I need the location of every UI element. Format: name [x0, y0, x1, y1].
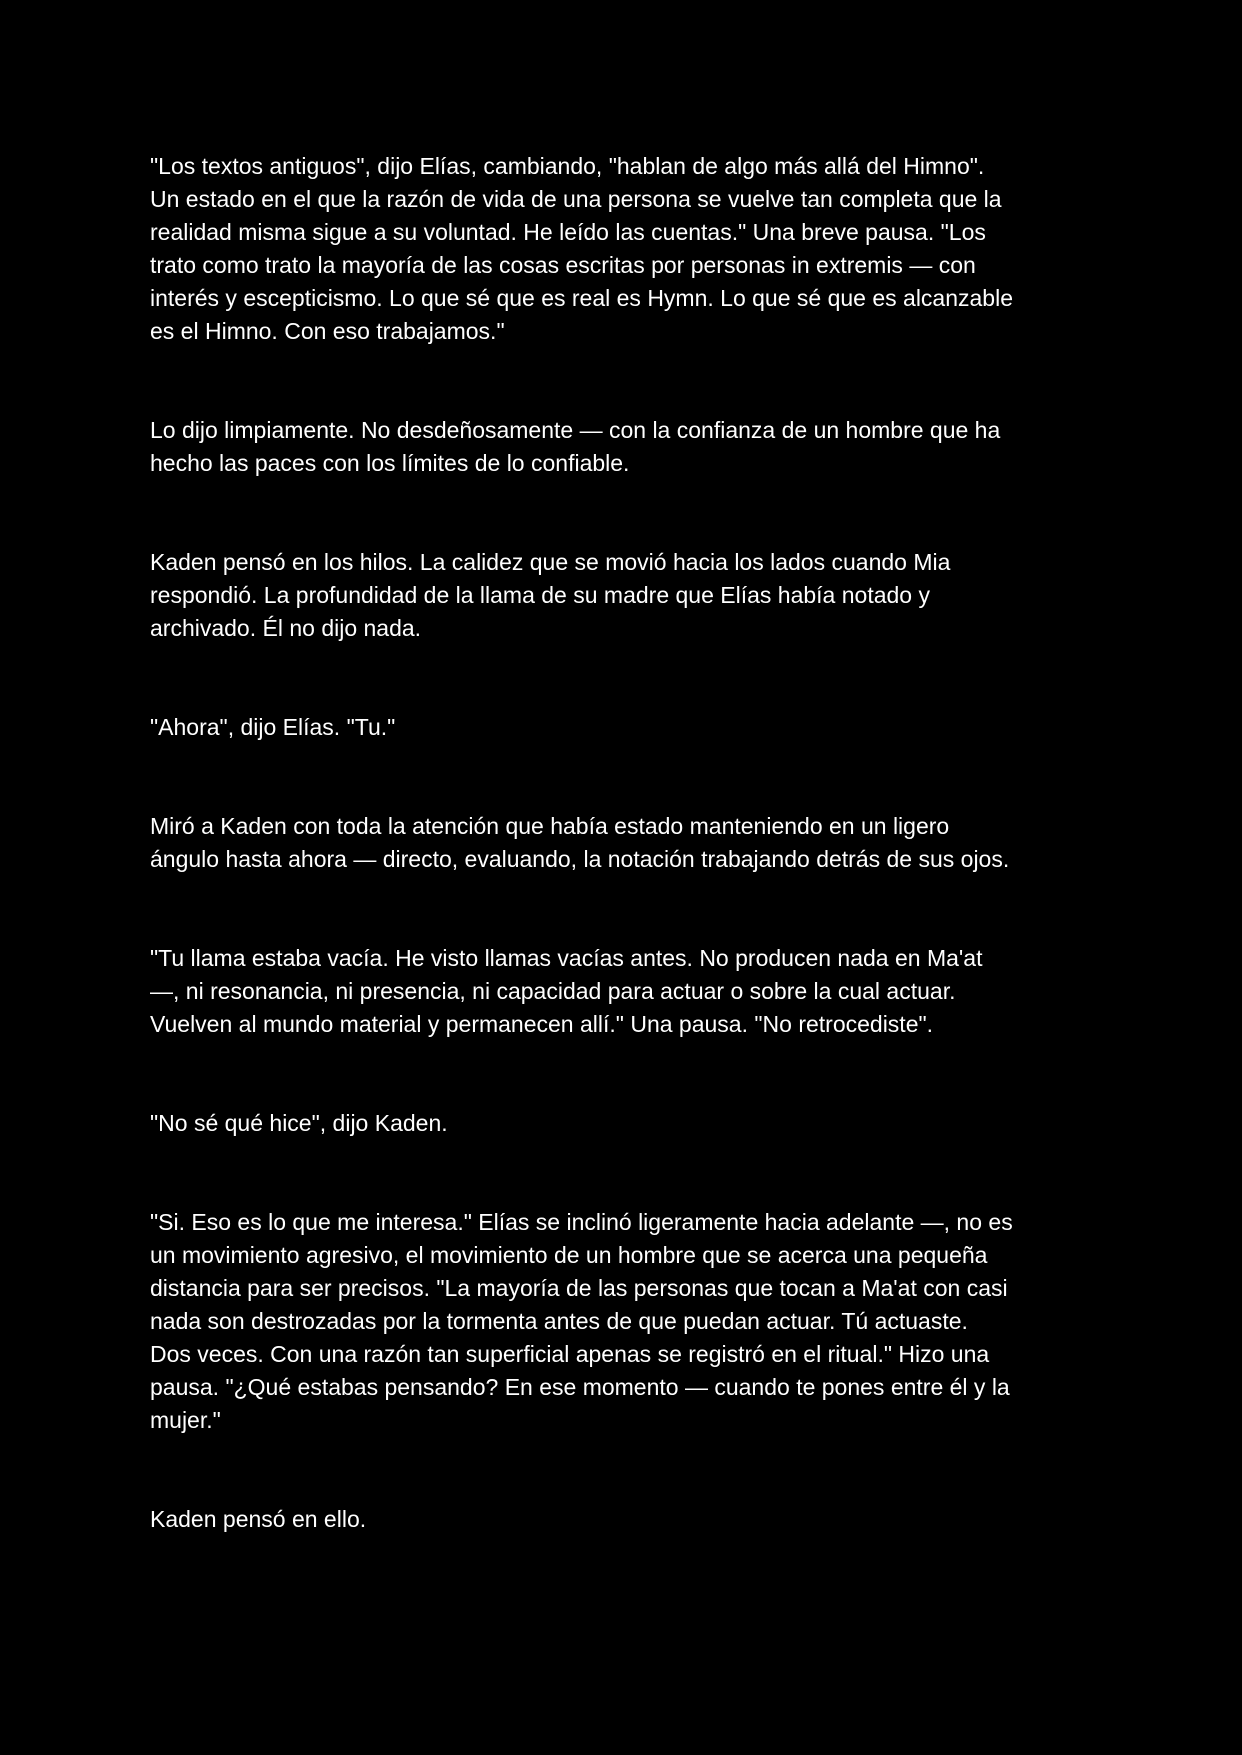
- text-line: Kaden pensó en los hilos. La calidez que se movió hacia los lados cuando Mia: [150, 549, 951, 575]
- text-line: interés y escepticismo. Lo que sé que es real es Hymn. Lo que sé que es alcanzable: [150, 285, 1013, 311]
- text-line: respondió. La profundidad de la llama de su madre que Elías había notado y: [150, 582, 930, 608]
- text-line: Lo dijo limpiamente. No desdeñosamente — con la confianza de un hombre que ha: [150, 417, 1001, 443]
- paragraph: [150, 150, 1100, 348]
- text-line: un movimiento agresivo, el movimiento de un hombre que se acerca una pequeña: [150, 1242, 988, 1268]
- paragraph: [150, 711, 1100, 744]
- text-line: "Los textos antiguos", dijo Elías, cambiando, "hablan de algo más allá del Himno".: [150, 153, 985, 179]
- text-line: "Si. Eso es lo que me interesa." Elías se inclinó ligeramente hacia adelante —, no es: [150, 1209, 1013, 1235]
- text-line: Vuelven al mundo material y permanecen allí." Una pausa. "No retrocediste".: [150, 1011, 934, 1037]
- text-line: Un estado en el que la razón de vida de una persona se vuelve tan completa que la: [150, 186, 1002, 212]
- text-line: distancia para ser precisos. "La mayoría de las personas que tocan a Ma'at con casi: [150, 1275, 1008, 1301]
- text-line: es el Himno. Con eso trabajamos.": [150, 318, 505, 344]
- text-line: mujer.": [150, 1407, 221, 1433]
- text-line: nada son destrozadas por la tormenta antes de que puedan actuar. Tú actuaste.: [150, 1308, 968, 1334]
- text-line: "Tu llama estaba vacía. He visto llamas vacías antes. No producen nada en Ma'at: [150, 945, 983, 971]
- text-line: Dos veces. Con una razón tan superficial apenas se registró en el ritual." Hizo una: [150, 1341, 990, 1367]
- paragraph: [150, 414, 1100, 480]
- text-line: ángulo hasta ahora — directo, evaluando, la notación trabajando detrás de sus ojos.: [150, 846, 1010, 872]
- paragraph: [150, 942, 1100, 1041]
- text-line: Miró a Kaden con toda la atención que había estado manteniendo en un ligero: [150, 813, 950, 839]
- text-line: archivado. Él no dijo nada.: [150, 615, 422, 641]
- text-line: realidad misma sigue a su voluntad. He leído las cuentas." Una breve pausa. "Los: [150, 219, 986, 245]
- text-line: "Ahora", dijo Elías. "Tu.": [150, 714, 396, 740]
- paragraph: [150, 1206, 1100, 1437]
- document-page: [150, 150, 1100, 1602]
- text-line: Kaden pensó en ello.: [150, 1506, 367, 1532]
- paragraph: [150, 1503, 1100, 1536]
- paragraph: [150, 546, 1100, 645]
- text-line: hecho las paces con los límites de lo confiable.: [150, 450, 630, 476]
- text-line: "No sé qué hice", dijo Kaden.: [150, 1110, 448, 1136]
- text-line: —, ni resonancia, ni presencia, ni capacidad para actuar o sobre la cual actuar.: [150, 978, 956, 1004]
- paragraph: [150, 810, 1100, 876]
- text-line: trato como trato la mayoría de las cosas escritas por personas in extremis — con: [150, 252, 976, 278]
- text-line: pausa. "¿Qué estabas pensando? En ese momento — cuando te pones entre él y la: [150, 1374, 1010, 1400]
- paragraph: [150, 1107, 1100, 1140]
